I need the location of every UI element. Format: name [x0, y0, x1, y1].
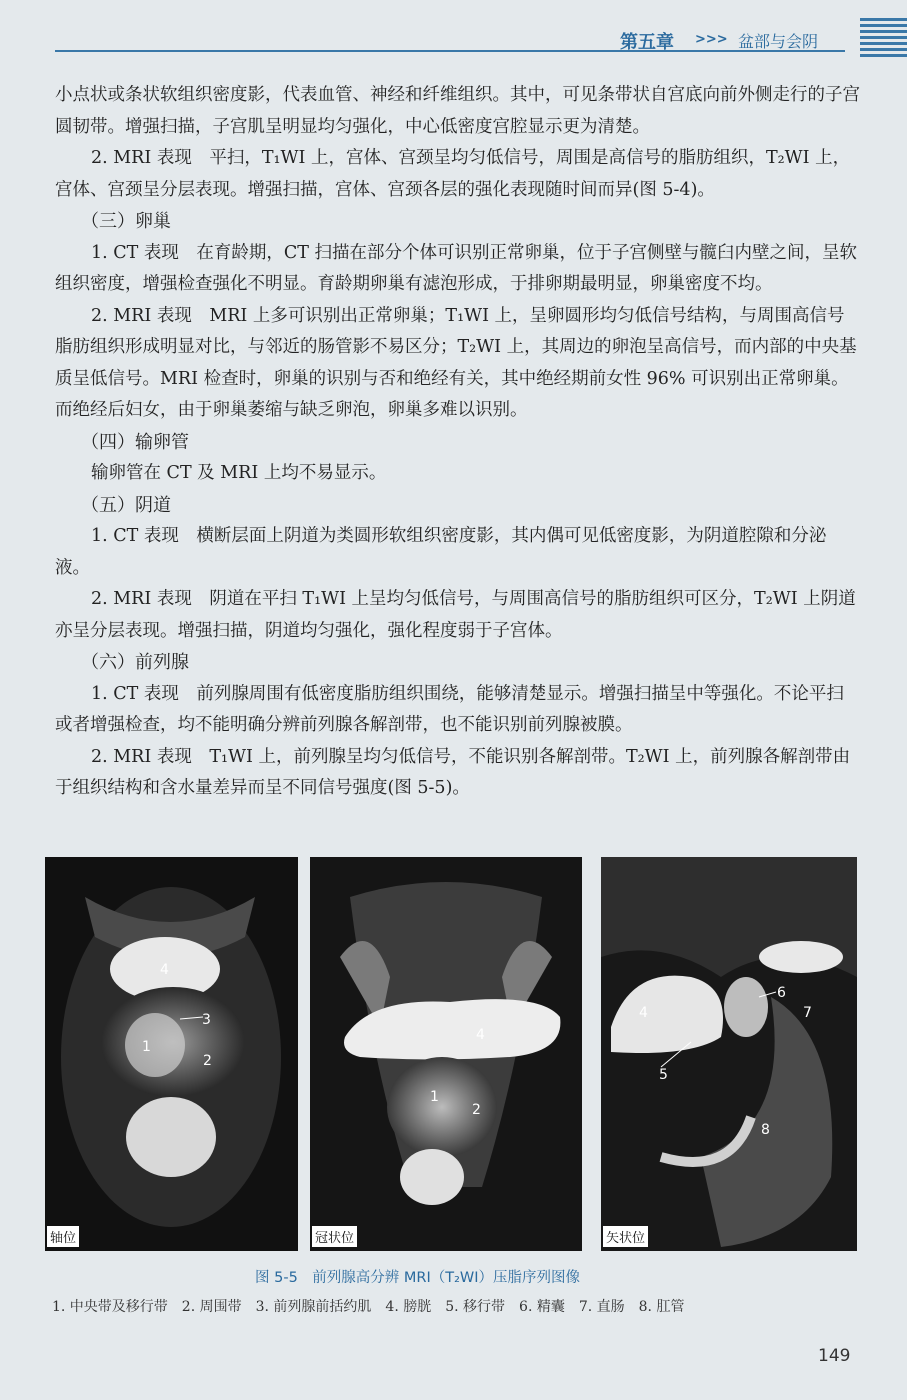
stripe-decoration	[860, 18, 907, 60]
mri-sagittal-image	[601, 857, 857, 1251]
paragraph: 输卵管在 CT 及 MRI 上均不易显示。	[91, 463, 387, 483]
label-4: 4	[476, 1027, 485, 1043]
label-5: 5	[659, 1067, 668, 1083]
page-number: 149	[818, 1346, 851, 1366]
figure-5-5	[45, 857, 860, 1251]
label-8: 8	[761, 1122, 770, 1138]
label-4: 4	[160, 962, 169, 978]
label-6: 6	[777, 985, 786, 1001]
section-heading: （六）前列腺	[81, 652, 189, 673]
body-text	[55, 80, 860, 805]
paragraph: 2. MRI 表现 阴道在平扫 T₁WI 上呈均匀低信号，与周围高信号的脂肪组织可区分，T₂WI 上阴道亦呈分层表现。增强扫描，阴道均匀强化，强化程度弱于子宫体。	[55, 589, 856, 641]
paragraph: 2. MRI 表现 T₁WI 上，前列腺呈均匀低信号，不能识别各解剖带。T₂WI 上，前列腺各解剖带由于组织结构和含水量差异而呈不同信号强度(图 5-5)。	[55, 746, 851, 798]
figure-caption: 图 5-5 前列腺高分辨 MRI（T₂WI）压脂序列图像	[255, 1270, 581, 1286]
label-2: 2	[472, 1102, 481, 1118]
figure-legend: 1. 中央带及移行带 2. 周围带 3. 前列腺前括约肌 4. 膀胱 5. 移行带 6. 精囊 7. 直肠 8. 肛管	[52, 1299, 685, 1315]
label-3: 3	[202, 1012, 211, 1028]
section-title: 盆部与会阴	[738, 32, 819, 51]
paragraph: 2. MRI 表现 平扫，T₁WI 上，宫体、宫颈呈均匀低信号，周围是高信号的脂肪组织，T₂WI 上，宫体、宫颈呈分层表现。增强扫描，宫体、宫颈各层的强化表现随时间而异(图 5-4)。	[55, 148, 851, 200]
paragraph: 1. CT 表现 前列腺周围有低密度脂肪组织围绕，能够清楚显示。增强扫描呈中等强化。不论平扫或者增强检查，均不能明确分辨前列腺各解剖带，也不能识别前列腺被膜。	[55, 683, 844, 735]
section-heading: （四）输卵管	[81, 431, 189, 453]
label-1: 1	[430, 1089, 439, 1105]
paragraph: 1. CT 表现 横断层面上阴道为类圆形软组织密度影，其内偶可见低密度影，为阴道腔隙和分泌液。	[55, 526, 827, 578]
header-rule	[55, 50, 845, 52]
page-header	[0, 0, 907, 60]
paragraph: 1. CT 表现 在育龄期，CT 扫描在部分个体可识别正常卵巢，位于子宫侧壁与髋臼内壁之间，呈软组织密度，增强检查强化不明显。育龄期卵巢有滤泡形成，于排卵期最明显，卵巢密度不均。	[55, 242, 858, 294]
chevron-arrows-icon: >>>	[695, 32, 728, 47]
label-4: 4	[639, 1005, 648, 1021]
paragraph: 2. MRI 表现 MRI 上多可识别出正常卵巢；T₁WI 上，呈卵圆形均匀低信号结构，与周围高信号脂肪组织形成明显对比，与邻近的肠管影不易区分；T₂WI 上，其周边的卵泡呈高信号，而内部的中央基质呈低信号。MRI 检查时，卵巢的识别与否和绝经有关，其中绝经期前女性 96% 可识别出正常卵巢。而绝经后妇女，由于卵巢萎缩与缺乏卵泡，卵巢多难以识别。	[55, 305, 857, 420]
view-tag: 矢状位	[603, 1226, 648, 1247]
label-1: 1	[142, 1039, 151, 1055]
chapter-label: 第五章	[620, 32, 674, 53]
mri-coronal-image	[310, 857, 582, 1251]
view-tag: 冠状位	[312, 1226, 357, 1247]
label-2: 2	[203, 1053, 212, 1069]
section-heading: （三）卵巢	[81, 211, 171, 232]
mri-axial-image	[45, 857, 298, 1251]
view-tag: 轴位	[47, 1226, 79, 1247]
paragraph: 小点状或条状软组织密度影，代表血管、神经和纤维组织。其中，可见条带状自宫底向前外侧走行的子宫圆韧带。增强扫描，子宫肌呈明显均匀强化，中心低密度宫腔显示更为清楚。	[55, 85, 860, 137]
section-heading: （五）阴道	[81, 494, 171, 516]
label-7: 7	[803, 1005, 812, 1021]
